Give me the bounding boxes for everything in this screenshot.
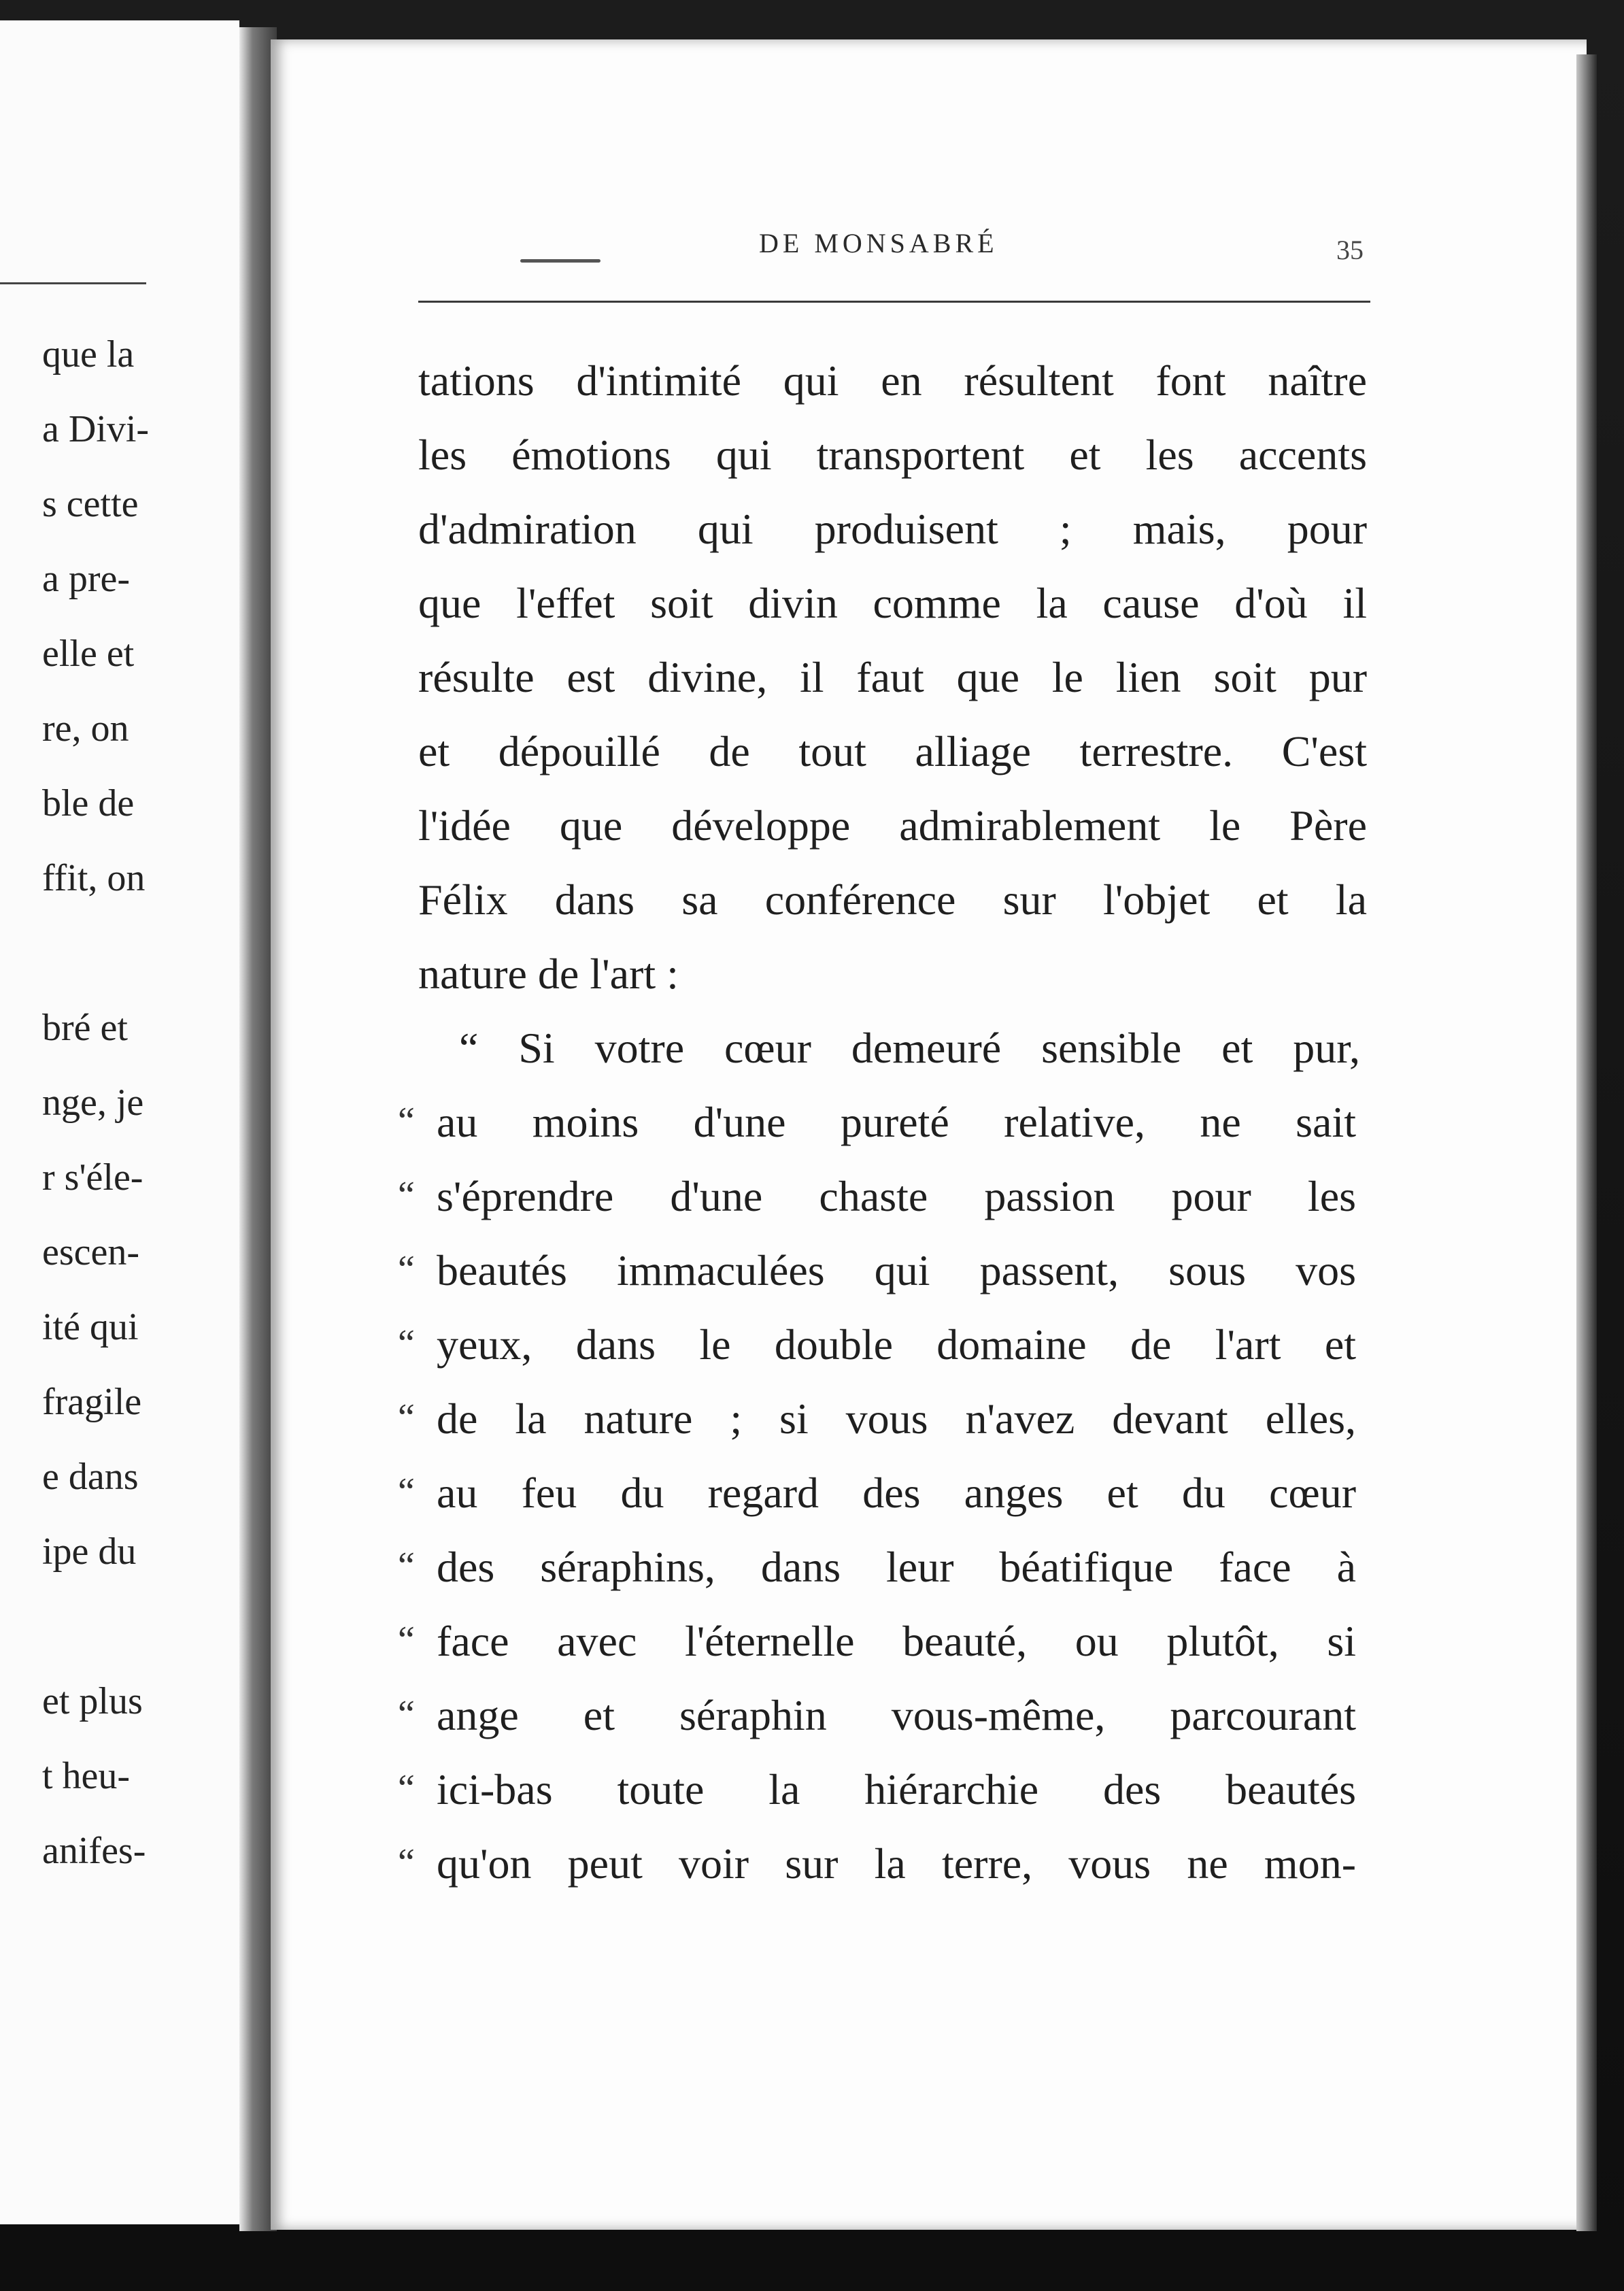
left-page-line: escen-: [42, 1231, 140, 1273]
paragraph-line: d'admiration qui produisent ; mais, pour: [418, 505, 1367, 553]
page-edge-shadow: [1576, 54, 1597, 2231]
quote-mark: “: [398, 1619, 415, 1661]
left-page-line: bré et: [42, 1007, 128, 1049]
left-page-line: ipe du: [42, 1531, 137, 1573]
left-page-line: que la: [42, 333, 135, 375]
left-page-line: ffit, on: [42, 857, 146, 899]
quote-line: yeux, dans le double domaine de l'art et: [437, 1320, 1356, 1369]
quote-mark: “: [398, 1397, 415, 1439]
quote-line: ici-bas toute la hiérarchie des beautés: [437, 1765, 1356, 1813]
left-page-line: t heu-: [42, 1755, 131, 1797]
paragraph-line: nature de l'art :: [418, 950, 679, 998]
running-head: DE MONSABRÉ: [759, 228, 998, 258]
paragraph-line: les émotions qui transportent et les accents: [418, 431, 1367, 479]
quote-line: de la nature ; si vous n'avez devant elles,: [437, 1394, 1356, 1443]
header-ornament-dash: [520, 259, 600, 263]
quote-mark: “: [398, 1174, 415, 1216]
quote-line-first: “ Si votre cœur demeuré sensible et pur,: [459, 1024, 1360, 1072]
left-page-line: ité qui: [42, 1306, 139, 1348]
quote-mark: “: [398, 1100, 415, 1142]
quote-mark: “: [398, 1545, 415, 1587]
left-page-line: s cette: [42, 483, 139, 525]
left-page-line: elle et: [42, 633, 135, 675]
quote-line: face avec l'éternelle beauté, ou plutôt, si: [437, 1617, 1356, 1665]
paragraph-line: l'idée que développe admirablement le Père: [418, 801, 1367, 850]
left-page-line: e dans: [42, 1456, 139, 1498]
left-page: [0, 20, 239, 2224]
paragraph-line: résulte est divine, il faut que le lien soit pur: [418, 653, 1367, 701]
left-page-line: fragile: [42, 1381, 142, 1423]
left-page-line: ble de: [42, 782, 135, 824]
quote-line: au moins d'une pureté relative, ne sait: [437, 1098, 1356, 1146]
page-number: 35: [1336, 235, 1364, 265]
quote-line: au feu du regard des anges et du cœur: [437, 1469, 1356, 1517]
left-page-line: et plus: [42, 1680, 143, 1722]
quote-mark: “: [398, 1693, 415, 1735]
quote-line: ange et séraphin vous-même, parcourant: [437, 1691, 1356, 1739]
left-page-line: nge, je: [42, 1082, 144, 1124]
quote-mark: “: [398, 1248, 415, 1290]
quote-line: beautés immaculées qui passent, sous vos: [437, 1246, 1356, 1294]
left-page-header-rule: [0, 282, 146, 284]
paragraph-line: que l'effet soit divin comme la cause d'où il: [418, 579, 1367, 627]
quote-mark: “: [398, 1767, 415, 1809]
quote-line: qu'on peut voir sur la terre, vous ne mon-: [437, 1839, 1356, 1888]
left-page-line: r s'éle-: [42, 1156, 143, 1199]
quote-mark: “: [398, 1471, 415, 1513]
left-page-line: re, on: [42, 707, 129, 750]
quote-line: s'éprendre d'une chaste passion pour les: [437, 1172, 1356, 1220]
quote-line: des séraphins, dans leur béatifique face à: [437, 1543, 1356, 1591]
left-page-line: a Divi-: [42, 408, 150, 450]
quote-mark: “: [398, 1322, 415, 1365]
left-page-line: a pre-: [42, 558, 131, 600]
left-page-line: anifes-: [42, 1830, 146, 1872]
paragraph-line: tations d'intimité qui en résultent font naître: [418, 356, 1367, 405]
paragraph-line: et dépouillé de tout alliage terrestre. C'est: [418, 727, 1367, 775]
paragraph-line: Félix dans sa conférence sur l'objet et la: [418, 875, 1367, 924]
header-rule: [418, 301, 1370, 303]
quote-mark: “: [398, 1841, 415, 1884]
